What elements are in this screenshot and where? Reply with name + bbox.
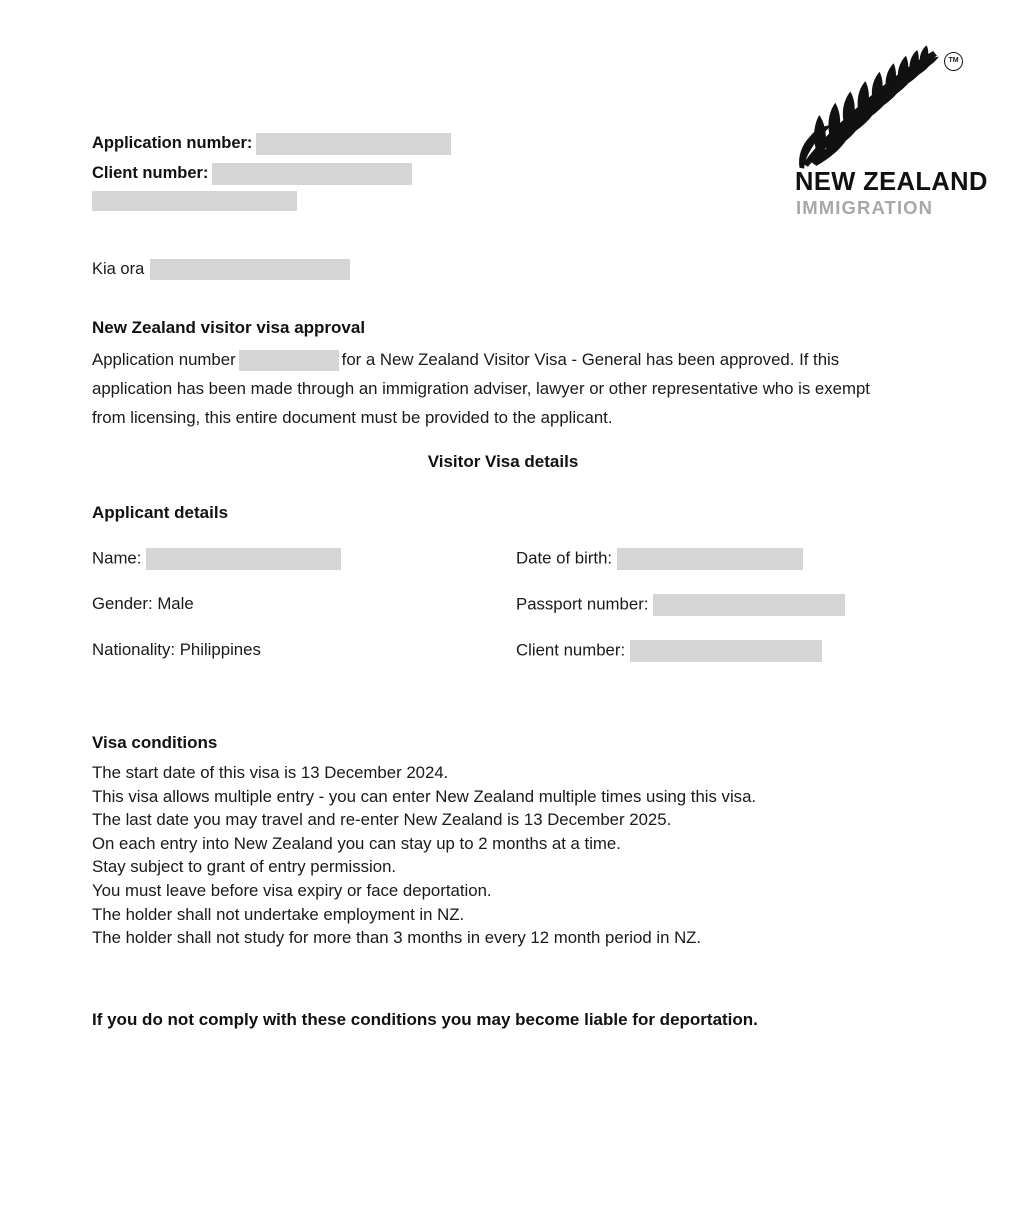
nationality-value: Philippines bbox=[179, 640, 261, 659]
condition-line: On each entry into New Zealand you can stay up to 2 months at a time. bbox=[92, 833, 621, 853]
applicant-details-grid bbox=[92, 548, 902, 686]
condition-line: The start date of this visa is 13 December 2024. bbox=[92, 763, 449, 782]
document-header-numbers bbox=[92, 128, 451, 188]
passport-number-redaction bbox=[653, 594, 845, 616]
client-number-row bbox=[92, 158, 451, 188]
passport-number-label: Passport number: bbox=[516, 594, 649, 614]
greeting-line bbox=[92, 258, 350, 280]
header-extra-redaction bbox=[92, 191, 297, 211]
applicant-client-number-field bbox=[516, 640, 822, 662]
applicant-row-3 bbox=[92, 640, 902, 686]
trademark-icon: TM bbox=[944, 52, 963, 71]
date-of-birth-field bbox=[516, 548, 803, 570]
gender-value: Male bbox=[157, 594, 194, 613]
condition-line: The last date you may travel and re-enter New Zealand is 13 December 2025. bbox=[92, 810, 672, 830]
applicant-details-heading: Applicant details bbox=[92, 503, 229, 522]
logo-text-immigration: IMMIGRATION bbox=[796, 197, 934, 218]
client-number-label: Client number: bbox=[92, 164, 209, 182]
date-of-birth-label: Date of birth: bbox=[516, 548, 613, 568]
client-number-redaction bbox=[212, 163, 412, 185]
passport-number-field bbox=[516, 594, 845, 616]
visa-details-title: Visitor Visa details bbox=[427, 452, 579, 471]
greeting-name-redaction bbox=[150, 259, 350, 280]
nationality-label: Nationality: bbox=[92, 640, 176, 659]
name-label: Name: bbox=[92, 548, 142, 568]
application-number-redaction bbox=[256, 133, 451, 155]
condition-line: Stay subject to grant of entry permission. bbox=[92, 857, 397, 877]
nationality-field bbox=[92, 640, 261, 660]
approval-number-redaction bbox=[239, 350, 339, 371]
silver-fern-icon bbox=[792, 42, 952, 172]
date-of-birth-redaction bbox=[617, 548, 803, 570]
visa-conditions-list bbox=[92, 761, 942, 950]
condition-line: This visa allows multiple entry - you can enter New Zealand multiple times using this visa. bbox=[92, 786, 757, 806]
approval-body-suffix: for a New Zealand Visitor Visa - General has been approved. If this application has been made through an immigration adviser, lawyer or other representative who is exempt from licensing, this entire document must be provided to the applicant. bbox=[92, 350, 870, 427]
approval-body-prefix: Application number bbox=[92, 350, 236, 369]
approval-paragraph bbox=[92, 345, 897, 432]
application-number-row bbox=[92, 128, 451, 158]
condition-line: The holder shall not undertake employment in NZ. bbox=[92, 904, 465, 924]
applicant-row-2 bbox=[92, 594, 902, 640]
name-redaction bbox=[146, 548, 341, 570]
visa-conditions-heading: Visa conditions bbox=[92, 733, 218, 752]
application-number-label: Application number: bbox=[92, 134, 253, 152]
name-field bbox=[92, 548, 341, 570]
applicant-row-1 bbox=[92, 548, 902, 594]
applicant-client-number-redaction bbox=[630, 640, 822, 662]
logo-text-new-zealand: NEW ZEALAND bbox=[795, 168, 988, 196]
greeting-text: Kia ora bbox=[92, 260, 145, 278]
deportation-warning: If you do not comply with these conditions you may become liable for deportation. bbox=[92, 1010, 758, 1029]
approval-heading: New Zealand visitor visa approval bbox=[92, 318, 366, 337]
applicant-client-number-label: Client number: bbox=[516, 640, 626, 660]
condition-line: You must leave before visa expiry or face deportation. bbox=[92, 880, 492, 900]
gender-field bbox=[92, 594, 194, 614]
nz-immigration-logo bbox=[790, 42, 988, 218]
gender-label: Gender: bbox=[92, 594, 153, 613]
condition-line: The holder shall not study for more than 3 months in every 12 month period in NZ. bbox=[92, 928, 702, 948]
